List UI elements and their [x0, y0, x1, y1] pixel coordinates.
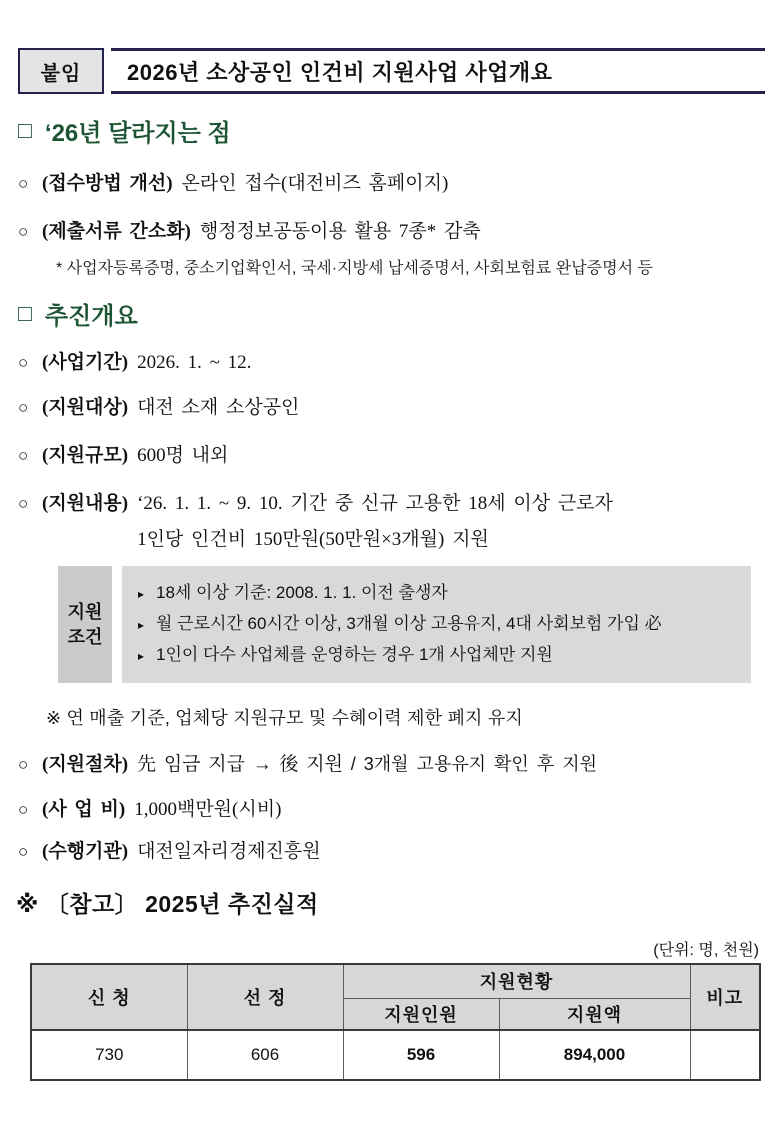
circle-marker-icon: ○ [18, 398, 29, 417]
item-budget [18, 796, 779, 824]
col-header-supported-amount: 지원액 [499, 998, 690, 1030]
condition-box [58, 566, 779, 683]
item-text: 대전 소재 소상공인 [137, 397, 300, 418]
circle-marker-icon: ○ [18, 222, 29, 241]
condition-box-content [122, 566, 751, 683]
condition-bullet-text: 월 근로시간 60시간 이상, 3개월 이상 고용유지, 4대 사회보험 가입 必 [156, 614, 662, 633]
item-label: (사 업 비) [42, 799, 126, 820]
circle-marker-icon: ○ [18, 446, 29, 465]
cell-supported-people: 596 [343, 1030, 499, 1080]
item-scale [18, 442, 779, 470]
item-text [137, 486, 767, 558]
condition-bullet-business [138, 640, 743, 671]
circle-marker-icon: ○ [18, 353, 29, 372]
condition-bullet-text: 1인이 다수 사업체를 운영하는 경우 1개 사업체만 지원 [156, 645, 553, 664]
reference-title: ※ 〔참고〕 2025년 추진실적 [16, 891, 319, 917]
cell-selected: 606 [187, 1030, 343, 1080]
item-label: (지원내용) [42, 493, 129, 514]
procedure-text-sans: / 3개월 고용유지 확인 후 지원 [350, 754, 597, 774]
note-sales-limit: ※ 연 매출 기준, 업체당 지원규모 및 수혜이력 제한 폐지 유지 [46, 708, 524, 728]
item-content-line1: ‘26. 1. 1. ~ 9. 10. 기간 중 신규 고용한 18세 이상 근로자 [137, 493, 613, 514]
title-band [111, 48, 765, 94]
circle-marker-icon: ○ [18, 800, 29, 819]
item-label: (수행기관) [42, 841, 129, 862]
footnote-documents: * 사업자등록증명, 중소기업확인서, 국세·지방세 납세증명서, 사회보험료 완납증명서 등 [56, 260, 653, 277]
item-text: 600명 내외 [137, 445, 229, 466]
item-content [18, 486, 779, 558]
item-text: 2026. 1. ~ 12. [137, 352, 252, 373]
document-page [0, 48, 779, 1123]
item-reception-method [18, 170, 779, 198]
circle-marker-icon: ○ [18, 174, 29, 193]
triangle-bullet-icon: ▸ [138, 587, 145, 601]
table-header-row-1 [31, 964, 760, 998]
circle-marker-icon: ○ [18, 755, 29, 774]
condition-label-line2: 조건 [67, 626, 103, 647]
performance-table [30, 963, 761, 1081]
item-procedure [18, 750, 779, 779]
item-label: (사업기간) [42, 352, 129, 373]
condition-box-label [58, 566, 112, 683]
circle-marker-icon: ○ [18, 842, 29, 861]
cell-applications: 730 [31, 1030, 187, 1080]
section-title-changes-label: ‘26년 달라지는 점 [44, 120, 231, 147]
item-label: (접수방법 개선) [42, 173, 173, 194]
cell-remark [690, 1030, 760, 1080]
condition-bullet-age [138, 578, 743, 609]
col-header-selected: 선 정 [187, 964, 343, 1030]
square-marker-icon: □ [18, 300, 32, 326]
table-data-row [31, 1030, 760, 1080]
item-content-line2: 1인당 인건비 150만원(50만원×3개월) 지원 [137, 529, 489, 550]
procedure-text-serif: 先 임금 지급 → 後 지원 [137, 754, 343, 775]
table-unit-note: (단위: 명, 천원) [653, 942, 759, 959]
col-header-supported-people: 지원인원 [343, 998, 499, 1030]
col-header-remark: 비고 [690, 964, 760, 1030]
item-label: (지원규모) [42, 445, 129, 466]
attachment-badge-label: 붙임 [40, 62, 82, 85]
square-marker-icon: □ [18, 117, 32, 143]
item-period [18, 349, 779, 377]
item-label: (지원절차) [42, 754, 129, 775]
item-target [18, 394, 779, 422]
triangle-bullet-icon: ▸ [138, 618, 145, 632]
condition-bullet-hours [138, 609, 743, 640]
col-header-support-status: 지원현황 [343, 964, 690, 998]
triangle-bullet-icon: ▸ [138, 649, 145, 663]
item-label: (제출서류 간소화) [42, 221, 191, 242]
section-title-overview-label: 추진개요 [44, 303, 138, 330]
condition-label-line1: 지원 [67, 601, 103, 622]
condition-bullet-text: 18세 이상 기준: 2008. 1. 1. 이전 출생자 [156, 583, 448, 602]
item-document-simplification [18, 218, 779, 246]
cell-supported-amount: 894,000 [499, 1030, 690, 1080]
item-agency [18, 838, 779, 866]
item-text: 대전일자리경제진흥원 [137, 841, 321, 862]
item-text [137, 750, 767, 779]
item-text: 온라인 접수(대전비즈 홈페이지) [181, 173, 449, 194]
item-label: (지원대상) [42, 397, 129, 418]
item-text: 1,000백만원(시비) [134, 799, 282, 820]
section-title-changes [18, 113, 779, 148]
attachment-badge [18, 48, 104, 94]
item-text: 행정정보공동이용 활용 7종* 감축 [199, 221, 481, 242]
col-header-applications: 신 청 [31, 964, 187, 1030]
page-title: 2026년 소상공인 인건비 지원사업 사업개요 [127, 59, 553, 85]
document-header [18, 48, 765, 94]
circle-marker-icon: ○ [18, 494, 29, 513]
section-title-overview [18, 296, 779, 331]
